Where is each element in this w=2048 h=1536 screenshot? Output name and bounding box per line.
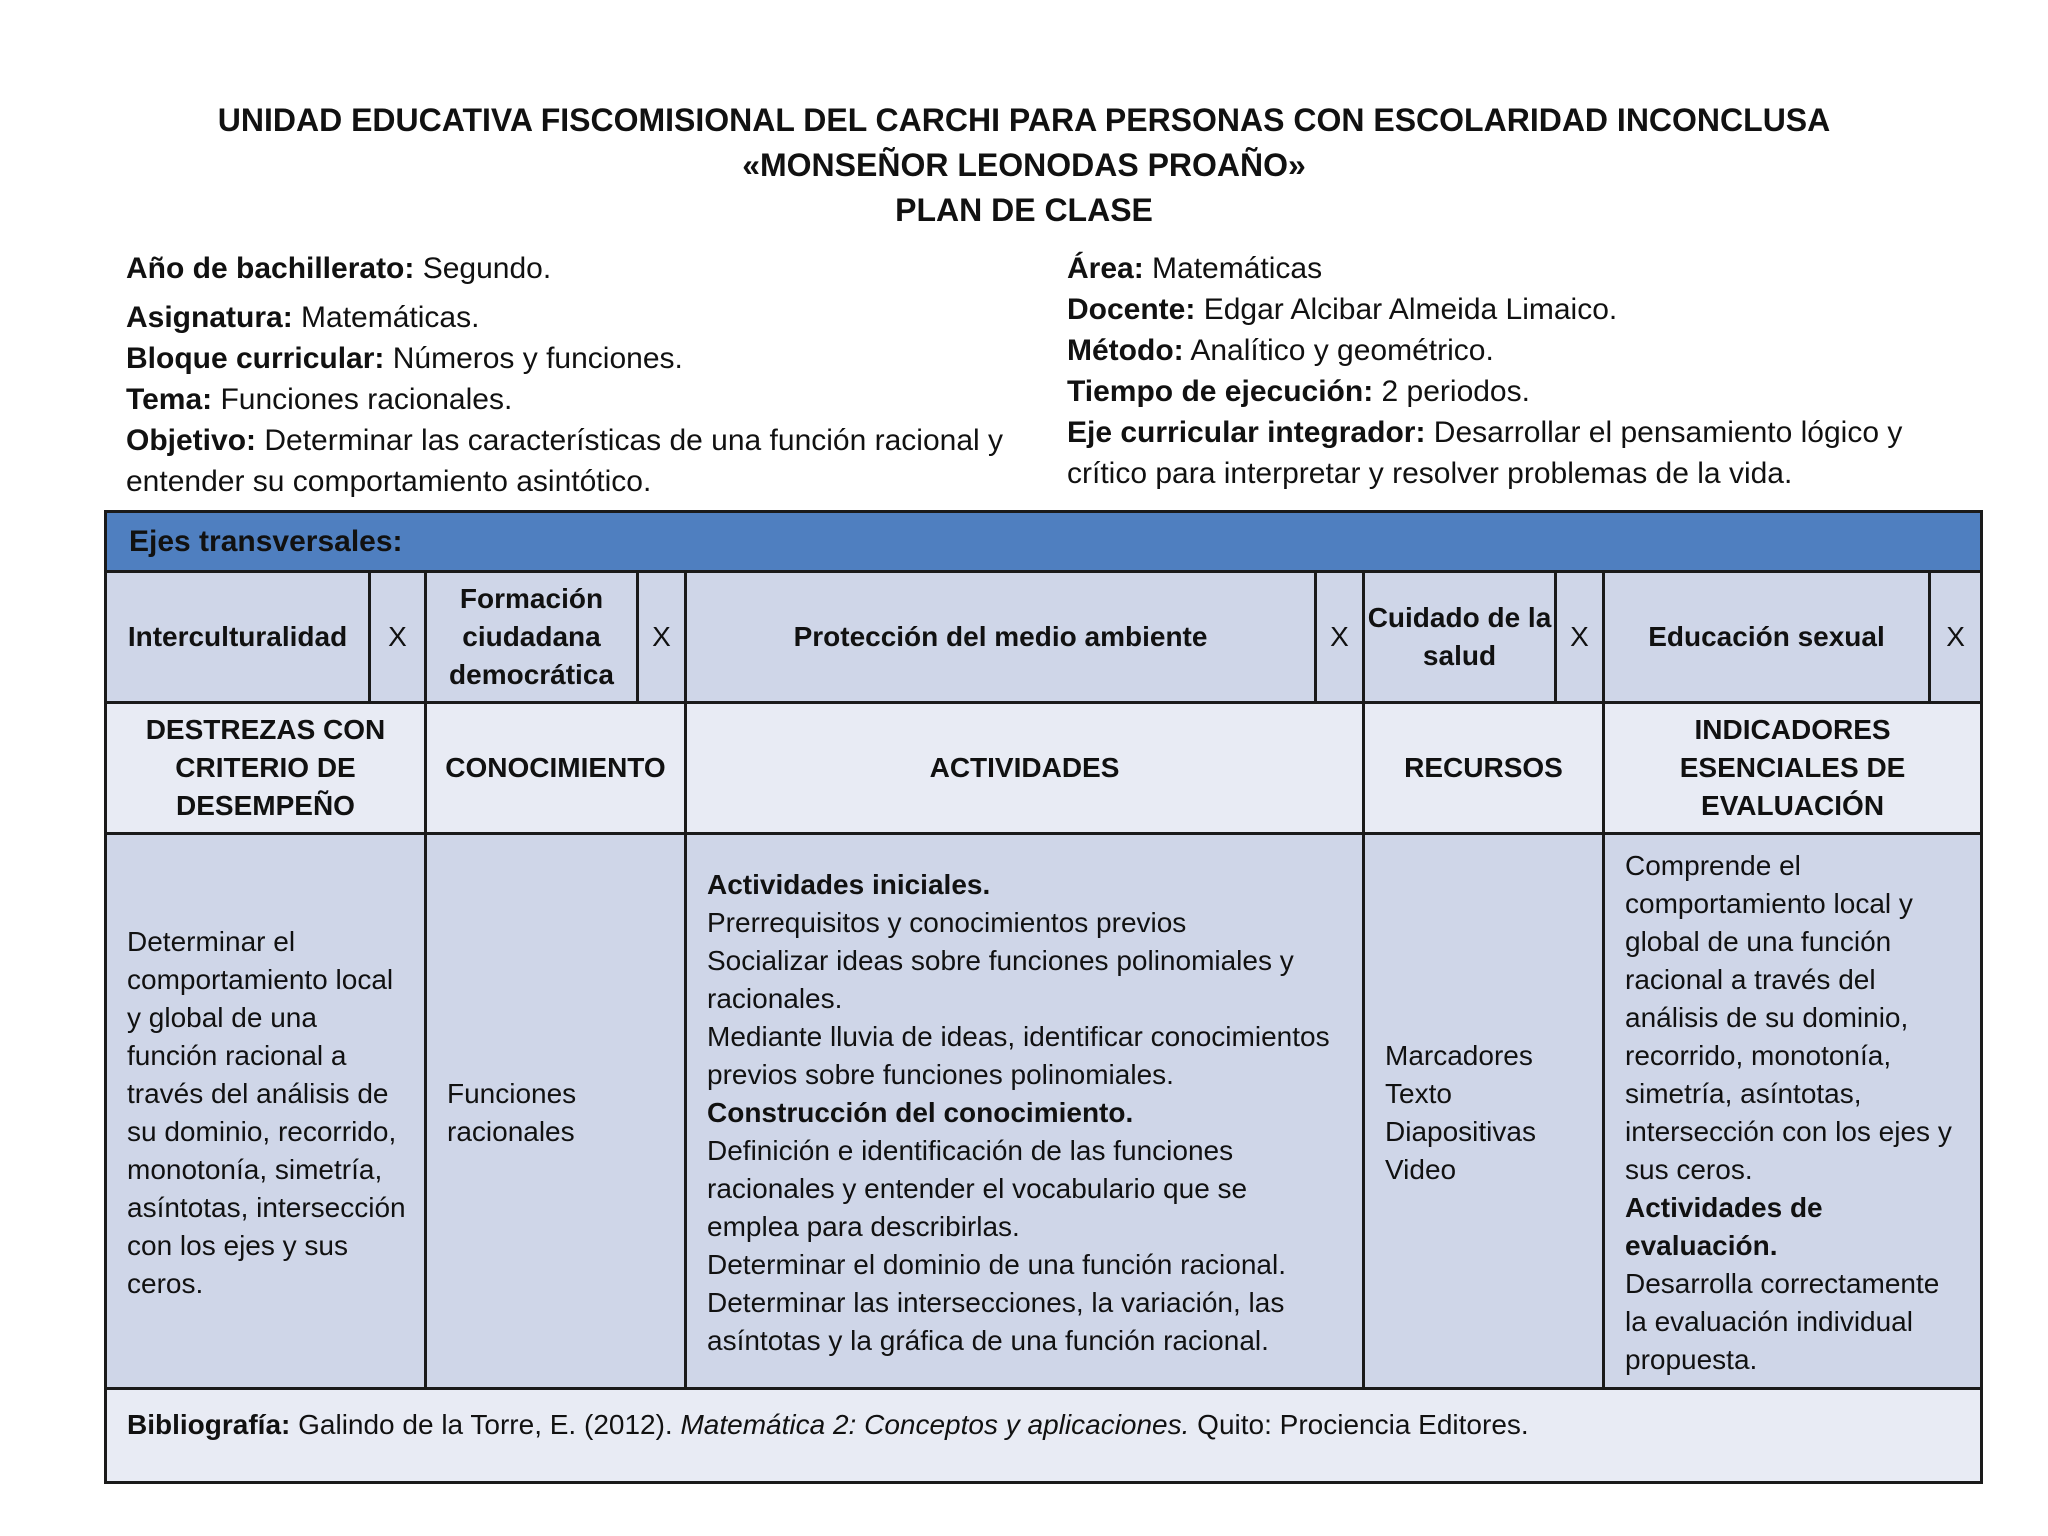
indicator-text: Comprende el comportamiento local y global de una función racional a través del análisis de su dominio, recorrido, monotonía, simetría, asíntotas, intersección con los ejes y sus ceros. [1625,850,1952,1185]
evaluation-text: Desarrolla correctamente la evaluación individual propuesta. [1625,1268,1940,1375]
column-headers [106,703,1982,834]
meta-left [126,248,1061,502]
school-subtitle: «MONSEÑOR LEONODAS PROAÑO» [742,147,1306,183]
eje-educacion-sexual-mark: X [1930,572,1982,703]
book-title: Matemática 2: Conceptos y aplicaciones. [680,1409,1190,1440]
conocimiento-text: Funciones racionales [447,1078,577,1147]
destrezas-text: Determinar el comportamiento local y global de una función racional a través del análisis de su dominio, recorrido, monotonía, simetría, asíntotas, intersección con los ejes y sus ceros. [127,926,406,1299]
meta-block: Bloque curricular: Números y funciones. [126,342,683,375]
eje-medio-ambiente: Protección del medio ambiente [686,572,1316,703]
activity-line: Determinar las intersecciones, la variación, las asíntotas y la gráfica de una función racional. [707,1287,1285,1356]
activity-line: Prerrequisitos y conocimientos previos [707,907,1187,938]
cell-recursos [1364,834,1604,1389]
cell-conocimiento [426,834,686,1389]
eje-interculturalidad-mark: X [370,572,426,703]
meta-subject: Asignatura: Matemáticas. [126,301,480,334]
cell-destrezas [106,834,426,1389]
cell-indicadores [1604,834,1982,1389]
ejes-row [106,572,1982,703]
ejes-title: Ejes transversales: [106,512,1982,572]
meta-curricular-axis: Eje curricular integrador: Desarrollar el pensamiento lógico y crítico para interpretar y resolver problemas de la vida. [1067,416,1903,490]
meta-objective: Objetivo: Determinar las características de una función racional y entender su comportamiento asintótico. [126,424,1004,498]
meta-time: Tiempo de ejecución: 2 periodos. [1067,375,1530,408]
content-row [106,834,1982,1389]
bibliography: Bibliografía: Galindo de la Torre, E. (2012). Matemática 2: Conceptos y aplicaciones. Quito: Prociencia Editores. [106,1389,1982,1483]
school-name: UNIDAD EDUCATIVA FISCOMISIONAL DEL CARCHI PARA PERSONAS CON ESCOLARIDAD INCONCLUSA [217,102,1831,138]
lesson-plan-table [104,510,1983,1484]
meta-teacher: Docente: Edgar Alcibar Almeida Limaico. [1067,293,1618,326]
resource-item: Diapositivas [1385,1116,1536,1147]
eje-formacion-ciudadana-mark: X [638,572,686,703]
eje-medio-ambiente-mark: X [1316,572,1364,703]
resource-item: Texto [1385,1078,1452,1109]
meta-year: Año de bachillerato: Segundo. [126,252,552,285]
activity-line: Determinar el dominio de una función racional. [707,1249,1286,1280]
document-header [0,98,2048,233]
cell-actividades [686,834,1364,1389]
eje-formacion-ciudadana: Formación ciudadana democrática [426,572,638,703]
meta-right [1067,248,1972,494]
activity-line: Definición e identificación de las funciones racionales y entender el vocabulario que se emplea para describirlas. [707,1135,1248,1242]
meta-area: Área: Matemáticas [1067,252,1323,285]
initial-activities-heading: Actividades iniciales. [707,869,991,900]
header-indicadores: INDICADORES ESENCIALES DE EVALUACIÓN [1604,703,1982,834]
evaluation-heading: Actividades de evaluación. [1625,1192,1823,1261]
resource-item: Marcadores [1385,1040,1533,1071]
meta-topic: Tema: Funciones racionales. [126,383,513,416]
document-title: PLAN DE CLASE [895,192,1153,228]
header-destrezas: DESTREZAS CON CRITERIO DE DESEMPEÑO [106,703,426,834]
eje-salud-mark: X [1556,572,1604,703]
meta-method: Método: Analítico y geométrico. [1067,334,1494,367]
header-recursos: RECURSOS [1364,703,1604,834]
activity-line: Mediante lluvia de ideas, identificar conocimientos previos sobre funciones polinomiales. [707,1021,1330,1090]
eje-educacion-sexual: Educación sexual [1604,572,1930,703]
resource-item: Video [1385,1154,1457,1185]
header-conocimiento: CONOCIMIENTO [426,703,686,834]
eje-salud: Cuidado de la salud [1364,572,1556,703]
header-actividades: ACTIVIDADES [686,703,1364,834]
construction-heading: Construcción del conocimiento. [707,1097,1134,1128]
activity-line: Socializar ideas sobre funciones polinomiales y racionales. [707,945,1294,1014]
eje-interculturalidad: Interculturalidad [106,572,370,703]
